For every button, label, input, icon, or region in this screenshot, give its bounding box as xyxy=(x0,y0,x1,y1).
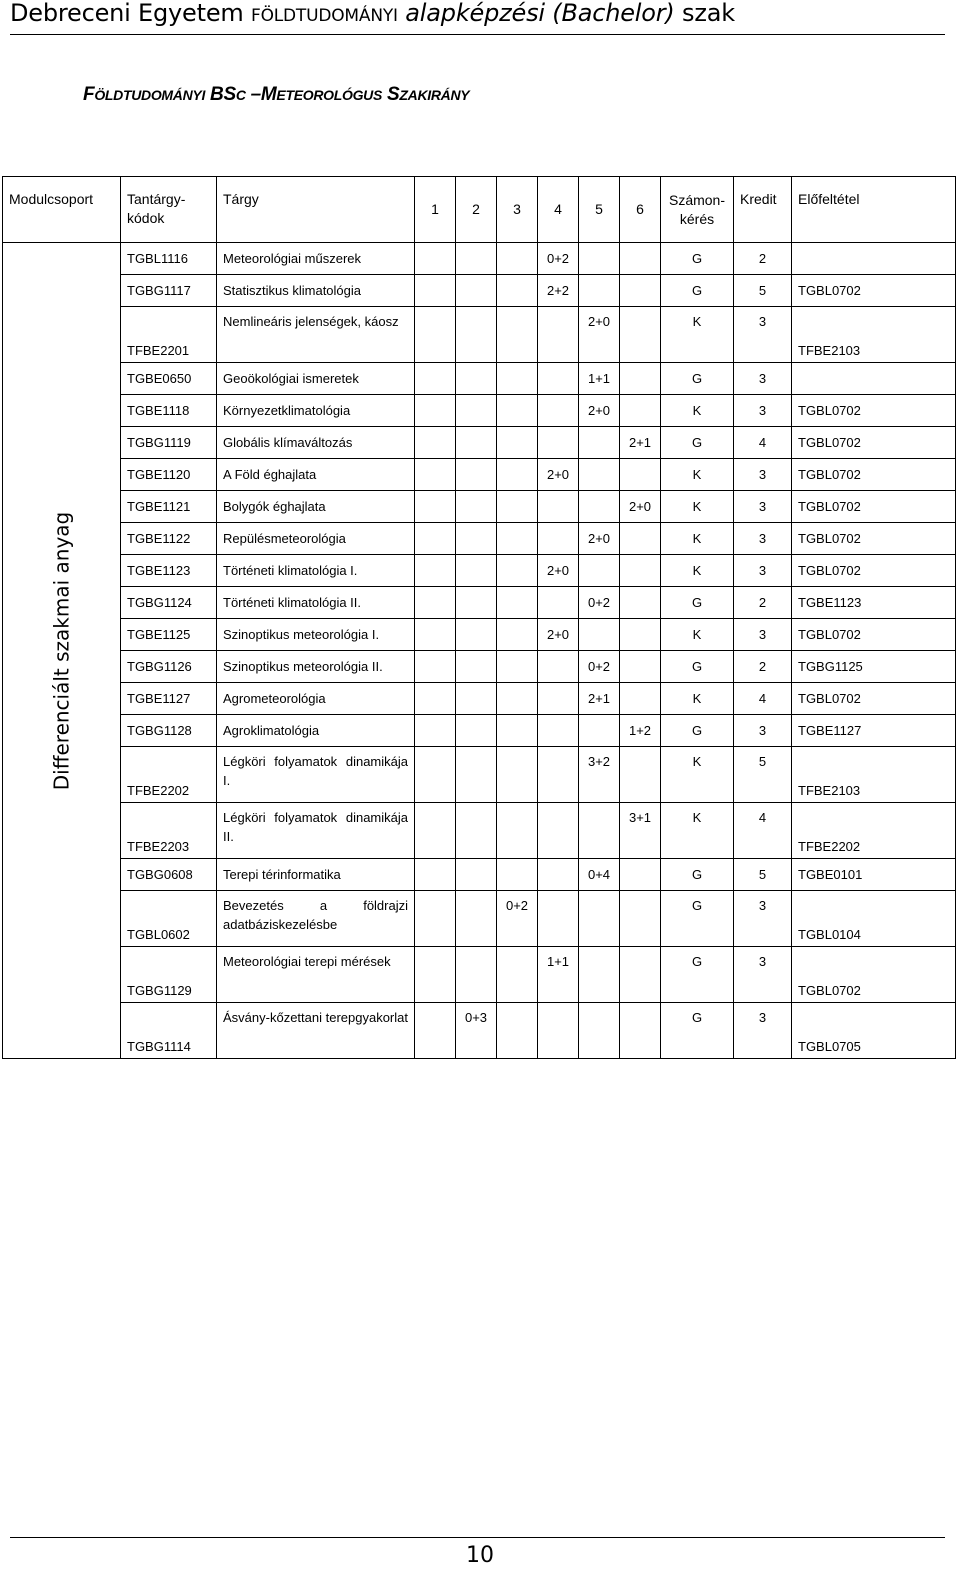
table-row xyxy=(3,523,956,555)
semester-3-cell xyxy=(497,307,538,363)
credit-cell: 3 xyxy=(734,891,792,947)
semester-2-cell xyxy=(456,803,497,859)
assessment-cell: K xyxy=(661,683,734,715)
semester-3-cell xyxy=(497,491,538,523)
page-header xyxy=(10,0,945,35)
subject-cell: Légköri folyamatok dinamikája II. xyxy=(217,803,415,859)
subject-cell: Légköri folyamatok dinamikája I. xyxy=(217,747,415,803)
footer-divider xyxy=(10,1537,945,1538)
semester-2-cell xyxy=(456,859,497,891)
section-title-part: – xyxy=(245,84,261,105)
semester-5-cell xyxy=(579,619,620,651)
semester-4-cell: 0+2 xyxy=(538,243,579,275)
semester-1-cell xyxy=(415,683,456,715)
assessment-cell: G xyxy=(661,363,734,395)
semester-3-cell xyxy=(497,243,538,275)
table-row xyxy=(3,363,956,395)
header-program-type: alapképzési (Bachelor) xyxy=(405,0,675,27)
semester-4-cell: 2+2 xyxy=(538,275,579,307)
prerequisite-cell: TGBL0104 xyxy=(792,891,956,947)
credit-cell: 3 xyxy=(734,619,792,651)
semester-4-cell: 2+0 xyxy=(538,555,579,587)
subject-cell: Nemlineáris jelenségek, káosz xyxy=(217,307,415,363)
header-semester-3: 3 xyxy=(497,177,538,243)
credit-cell: 5 xyxy=(734,859,792,891)
semester-2-cell xyxy=(456,715,497,747)
header-module-group: Modulcsoport xyxy=(3,177,121,243)
semester-1-cell xyxy=(415,619,456,651)
semester-1-cell xyxy=(415,459,456,491)
table-row xyxy=(3,651,956,683)
prerequisite-cell: TGBE1123 xyxy=(792,587,956,619)
semester-3-cell xyxy=(497,459,538,491)
prerequisite-cell xyxy=(792,363,956,395)
prerequisite-cell: TGBG1125 xyxy=(792,651,956,683)
semester-3-cell xyxy=(497,947,538,1003)
header-suffix: szak xyxy=(682,0,735,27)
semester-2-cell xyxy=(456,523,497,555)
semester-3-cell xyxy=(497,275,538,307)
subject-cell: Agroklimatológia xyxy=(217,715,415,747)
semester-6-cell xyxy=(620,459,661,491)
section-title-part: BS xyxy=(210,84,236,105)
assessment-cell: K xyxy=(661,395,734,427)
page-number: 10 xyxy=(466,1543,494,1568)
subject-cell: Szinoptikus meteorológia II. xyxy=(217,651,415,683)
semester-1-cell xyxy=(415,1003,456,1059)
semester-5-cell xyxy=(579,491,620,523)
table-row xyxy=(3,395,956,427)
course-code-cell: TGBG1119 xyxy=(121,427,217,459)
semester-4-cell xyxy=(538,491,579,523)
header-prerequisite: Előfeltétel xyxy=(792,177,956,243)
semester-1-cell xyxy=(415,715,456,747)
prerequisite-cell: TGBL0702 xyxy=(792,491,956,523)
table-header-row xyxy=(3,177,956,243)
semester-4-cell xyxy=(538,859,579,891)
semester-6-cell xyxy=(620,651,661,683)
semester-2-cell xyxy=(456,683,497,715)
prerequisite-cell: TFBE2103 xyxy=(792,307,956,363)
semester-2-cell xyxy=(456,459,497,491)
semester-5-cell xyxy=(579,1003,620,1059)
course-code-cell: TGBE1120 xyxy=(121,459,217,491)
subject-cell: Környezetklimatológia xyxy=(217,395,415,427)
semester-3-cell xyxy=(497,363,538,395)
semester-3-cell xyxy=(497,803,538,859)
semester-4-cell xyxy=(538,395,579,427)
header-credit: Kredit xyxy=(734,177,792,243)
header-title xyxy=(10,0,735,27)
semester-4-cell xyxy=(538,523,579,555)
semester-5-cell: 1+1 xyxy=(579,363,620,395)
section-title-part: C xyxy=(235,87,246,103)
subject-cell: Történeti klimatológia II. xyxy=(217,587,415,619)
assessment-cell: G xyxy=(661,1003,734,1059)
semester-3-cell xyxy=(497,555,538,587)
table-row xyxy=(3,803,956,859)
table-row xyxy=(3,891,956,947)
semester-1-cell xyxy=(415,275,456,307)
semester-5-cell: 0+2 xyxy=(579,587,620,619)
semester-5-cell xyxy=(579,947,620,1003)
course-code-cell: TGBE1123 xyxy=(121,555,217,587)
semester-5-cell xyxy=(579,243,620,275)
semester-4-cell xyxy=(538,683,579,715)
assessment-cell: K xyxy=(661,803,734,859)
semester-3-cell xyxy=(497,747,538,803)
credit-cell: 4 xyxy=(734,427,792,459)
semester-2-cell xyxy=(456,947,497,1003)
header-semester-1: 1 xyxy=(415,177,456,243)
credit-cell: 3 xyxy=(734,523,792,555)
semester-2-cell xyxy=(456,491,497,523)
table-row xyxy=(3,747,956,803)
table-row xyxy=(3,859,956,891)
semester-4-cell: 2+0 xyxy=(538,619,579,651)
credit-cell: 2 xyxy=(734,587,792,619)
semester-4-cell xyxy=(538,587,579,619)
course-code-cell: TGBG1128 xyxy=(121,715,217,747)
table-row xyxy=(3,307,956,363)
semester-5-cell xyxy=(579,427,620,459)
semester-6-cell xyxy=(620,1003,661,1059)
semester-1-cell xyxy=(415,891,456,947)
assessment-cell: G xyxy=(661,715,734,747)
assessment-cell: K xyxy=(661,747,734,803)
semester-6-cell: 2+1 xyxy=(620,427,661,459)
credit-cell: 3 xyxy=(734,1003,792,1059)
assessment-cell: G xyxy=(661,947,734,1003)
semester-3-cell xyxy=(497,619,538,651)
table-row xyxy=(3,1003,956,1059)
semester-4-cell xyxy=(538,747,579,803)
course-code-cell: TGBG0608 xyxy=(121,859,217,891)
table-row xyxy=(3,715,956,747)
assessment-cell: G xyxy=(661,275,734,307)
semester-1-cell xyxy=(415,651,456,683)
course-code-cell: TGBE1121 xyxy=(121,491,217,523)
semester-5-cell: 2+0 xyxy=(579,307,620,363)
prerequisite-cell: TGBL0702 xyxy=(792,555,956,587)
prerequisite-cell: TGBL0702 xyxy=(792,683,956,715)
assessment-cell: K xyxy=(661,307,734,363)
semester-3-cell: 0+2 xyxy=(497,891,538,947)
subject-cell: Ásvány-kőzettani terepgyakorlat xyxy=(217,1003,415,1059)
course-code-cell: TGBE1122 xyxy=(121,523,217,555)
prerequisite-cell: TGBL0702 xyxy=(792,459,956,491)
semester-5-cell: 0+4 xyxy=(579,859,620,891)
prerequisite-cell: TGBL0705 xyxy=(792,1003,956,1059)
semester-6-cell xyxy=(620,683,661,715)
semester-3-cell xyxy=(497,523,538,555)
semester-3-cell xyxy=(497,587,538,619)
semester-3-cell xyxy=(497,395,538,427)
assessment-cell: K xyxy=(661,523,734,555)
table-row xyxy=(3,947,956,1003)
subject-cell: Meteorológiai műszerek xyxy=(217,243,415,275)
semester-6-cell xyxy=(620,891,661,947)
course-code-cell: TGBE1127 xyxy=(121,683,217,715)
credit-cell: 3 xyxy=(734,715,792,747)
semester-1-cell xyxy=(415,491,456,523)
semester-5-cell: 2+1 xyxy=(579,683,620,715)
header-semester-5: 5 xyxy=(579,177,620,243)
section-title-part: ZAKIRÁNY xyxy=(399,87,470,103)
assessment-cell: K xyxy=(661,491,734,523)
semester-5-cell: 0+2 xyxy=(579,651,620,683)
assessment-cell: G xyxy=(661,859,734,891)
semester-3-cell xyxy=(497,683,538,715)
semester-6-cell xyxy=(620,555,661,587)
semester-1-cell xyxy=(415,947,456,1003)
course-code-cell: TGBG1114 xyxy=(121,1003,217,1059)
subject-cell: Statisztikus klimatológia xyxy=(217,275,415,307)
course-code-cell: TGBG1124 xyxy=(121,587,217,619)
credit-cell: 4 xyxy=(734,803,792,859)
credit-cell: 5 xyxy=(734,747,792,803)
credit-cell: 3 xyxy=(734,555,792,587)
semester-1-cell xyxy=(415,859,456,891)
section-title-part: M xyxy=(260,84,277,105)
semester-4-cell xyxy=(538,427,579,459)
prerequisite-cell: TGBE1127 xyxy=(792,715,956,747)
semester-5-cell: 3+2 xyxy=(579,747,620,803)
semester-5-cell: 2+0 xyxy=(579,395,620,427)
course-code-cell: TGBE0650 xyxy=(121,363,217,395)
semester-3-cell xyxy=(497,715,538,747)
subject-cell: Globális klímaváltozás xyxy=(217,427,415,459)
subject-cell: Agrometeorológia xyxy=(217,683,415,715)
semester-6-cell: 3+1 xyxy=(620,803,661,859)
semester-1-cell xyxy=(415,307,456,363)
table-row xyxy=(3,587,956,619)
curriculum-table xyxy=(2,176,956,1059)
semester-1-cell xyxy=(415,427,456,459)
table-row xyxy=(3,555,956,587)
semester-6-cell xyxy=(620,587,661,619)
course-code-cell: TGBG1129 xyxy=(121,947,217,1003)
semester-6-cell xyxy=(620,947,661,1003)
header-semester-4: 4 xyxy=(538,177,579,243)
section-title-part: ETEOROLÓGUS xyxy=(276,87,383,103)
table-row xyxy=(3,275,956,307)
semester-2-cell xyxy=(456,747,497,803)
subject-cell: Szinoptikus meteorológia I. xyxy=(217,619,415,651)
semester-2-cell xyxy=(456,395,497,427)
semester-1-cell xyxy=(415,363,456,395)
semester-1-cell xyxy=(415,555,456,587)
table-row xyxy=(3,683,956,715)
credit-cell: 3 xyxy=(734,395,792,427)
semester-6-cell xyxy=(620,619,661,651)
section-title-part: S xyxy=(387,84,400,105)
prerequisite-cell: TGBL0702 xyxy=(792,523,956,555)
credit-cell: 3 xyxy=(734,459,792,491)
header-course-code: Tantárgy-kódok xyxy=(121,177,217,243)
course-code-cell: TFBE2202 xyxy=(121,747,217,803)
credit-cell: 3 xyxy=(734,947,792,1003)
header-university: Debreceni Egyetem xyxy=(10,0,244,27)
semester-6-cell xyxy=(620,275,661,307)
course-code-cell: TGBL0602 xyxy=(121,891,217,947)
semester-3-cell xyxy=(497,651,538,683)
semester-4-cell xyxy=(538,307,579,363)
semester-6-cell xyxy=(620,523,661,555)
header-semester-6: 6 xyxy=(620,177,661,243)
subject-cell: Geoökológiai ismeretek xyxy=(217,363,415,395)
credit-cell: 5 xyxy=(734,275,792,307)
credit-cell: 2 xyxy=(734,651,792,683)
credit-cell: 3 xyxy=(734,307,792,363)
semester-5-cell xyxy=(579,891,620,947)
assessment-cell: G xyxy=(661,243,734,275)
semester-2-cell: 0+3 xyxy=(456,1003,497,1059)
subject-cell: Bevezetés a földrajzi adatbáziskezelésbe xyxy=(217,891,415,947)
semester-3-cell xyxy=(497,427,538,459)
assessment-cell: G xyxy=(661,587,734,619)
credit-cell: 2 xyxy=(734,243,792,275)
subject-cell: Meteorológiai terepi mérések xyxy=(217,947,415,1003)
course-code-cell: TGBE1125 xyxy=(121,619,217,651)
semester-6-cell xyxy=(620,395,661,427)
prerequisite-cell: TGBL0702 xyxy=(792,427,956,459)
semester-6-cell xyxy=(620,363,661,395)
semester-2-cell xyxy=(456,307,497,363)
semester-4-cell xyxy=(538,651,579,683)
header-subject: Tárgy xyxy=(217,177,415,243)
assessment-cell: G xyxy=(661,651,734,683)
subject-cell: A Föld éghajlata xyxy=(217,459,415,491)
semester-1-cell xyxy=(415,395,456,427)
subject-cell: Terepi térinformatika xyxy=(217,859,415,891)
assessment-cell: G xyxy=(661,891,734,947)
semester-6-cell xyxy=(620,747,661,803)
semester-2-cell xyxy=(456,243,497,275)
semester-5-cell xyxy=(579,803,620,859)
table-row xyxy=(3,243,956,275)
assessment-cell: K xyxy=(661,555,734,587)
course-code-cell: TGBG1126 xyxy=(121,651,217,683)
header-assessment: Számon-kérés xyxy=(661,177,734,243)
subject-cell: Repülésmeteorológia xyxy=(217,523,415,555)
semester-1-cell xyxy=(415,243,456,275)
prerequisite-cell: TGBL0702 xyxy=(792,947,956,1003)
prerequisite-cell: TFBE2202 xyxy=(792,803,956,859)
credit-cell: 4 xyxy=(734,683,792,715)
semester-5-cell xyxy=(579,459,620,491)
semester-5-cell xyxy=(579,715,620,747)
prerequisite-cell: TGBL0702 xyxy=(792,275,956,307)
semester-3-cell xyxy=(497,859,538,891)
semester-6-cell xyxy=(620,307,661,363)
credit-cell: 3 xyxy=(734,363,792,395)
semester-6-cell: 1+2 xyxy=(620,715,661,747)
assessment-cell: G xyxy=(661,427,734,459)
header-semester-2: 2 xyxy=(456,177,497,243)
prerequisite-cell: TGBL0702 xyxy=(792,395,956,427)
semester-2-cell xyxy=(456,891,497,947)
semester-4-cell xyxy=(538,803,579,859)
table-row xyxy=(3,619,956,651)
semester-3-cell xyxy=(497,1003,538,1059)
module-group-cell xyxy=(3,243,121,1059)
table-row xyxy=(3,491,956,523)
course-code-cell: TGBE1118 xyxy=(121,395,217,427)
section-title-part: F xyxy=(83,84,95,105)
semester-5-cell xyxy=(579,275,620,307)
semester-6-cell xyxy=(620,859,661,891)
semester-4-cell xyxy=(538,715,579,747)
table-row xyxy=(3,459,956,491)
module-group-label: Differenciált szakmai anyag xyxy=(49,511,73,790)
course-code-cell: TGBG1117 xyxy=(121,275,217,307)
semester-6-cell: 2+0 xyxy=(620,491,661,523)
section-title-part: ÖLDTUDOMÁNYI xyxy=(94,87,206,103)
semester-6-cell xyxy=(620,243,661,275)
header-faculty: FÖLDTUDOMÁNYI xyxy=(251,6,398,26)
subject-cell: Bolygók éghajlata xyxy=(217,491,415,523)
semester-2-cell xyxy=(456,651,497,683)
semester-4-cell xyxy=(538,363,579,395)
semester-2-cell xyxy=(456,363,497,395)
semester-2-cell xyxy=(456,587,497,619)
course-code-cell: TGBL1116 xyxy=(121,243,217,275)
semester-4-cell xyxy=(538,891,579,947)
semester-1-cell xyxy=(415,747,456,803)
course-code-cell: TFBE2203 xyxy=(121,803,217,859)
semester-1-cell xyxy=(415,523,456,555)
assessment-cell: K xyxy=(661,619,734,651)
credit-cell: 3 xyxy=(734,491,792,523)
table-body xyxy=(3,243,956,1059)
semester-4-cell: 2+0 xyxy=(538,459,579,491)
semester-2-cell xyxy=(456,275,497,307)
section-title xyxy=(83,84,469,106)
prerequisite-cell: TGBE0101 xyxy=(792,859,956,891)
table-row xyxy=(3,427,956,459)
subject-cell: Történeti klimatológia I. xyxy=(217,555,415,587)
semester-1-cell xyxy=(415,587,456,619)
semester-4-cell: 1+1 xyxy=(538,947,579,1003)
semester-1-cell xyxy=(415,803,456,859)
prerequisite-cell: TGBL0702 xyxy=(792,619,956,651)
semester-5-cell xyxy=(579,555,620,587)
semester-2-cell xyxy=(456,427,497,459)
course-code-cell: TFBE2201 xyxy=(121,307,217,363)
semester-2-cell xyxy=(456,555,497,587)
semester-5-cell: 2+0 xyxy=(579,523,620,555)
semester-2-cell xyxy=(456,619,497,651)
prerequisite-cell: TFBE2103 xyxy=(792,747,956,803)
prerequisite-cell xyxy=(792,243,956,275)
assessment-cell: K xyxy=(661,459,734,491)
semester-4-cell xyxy=(538,1003,579,1059)
